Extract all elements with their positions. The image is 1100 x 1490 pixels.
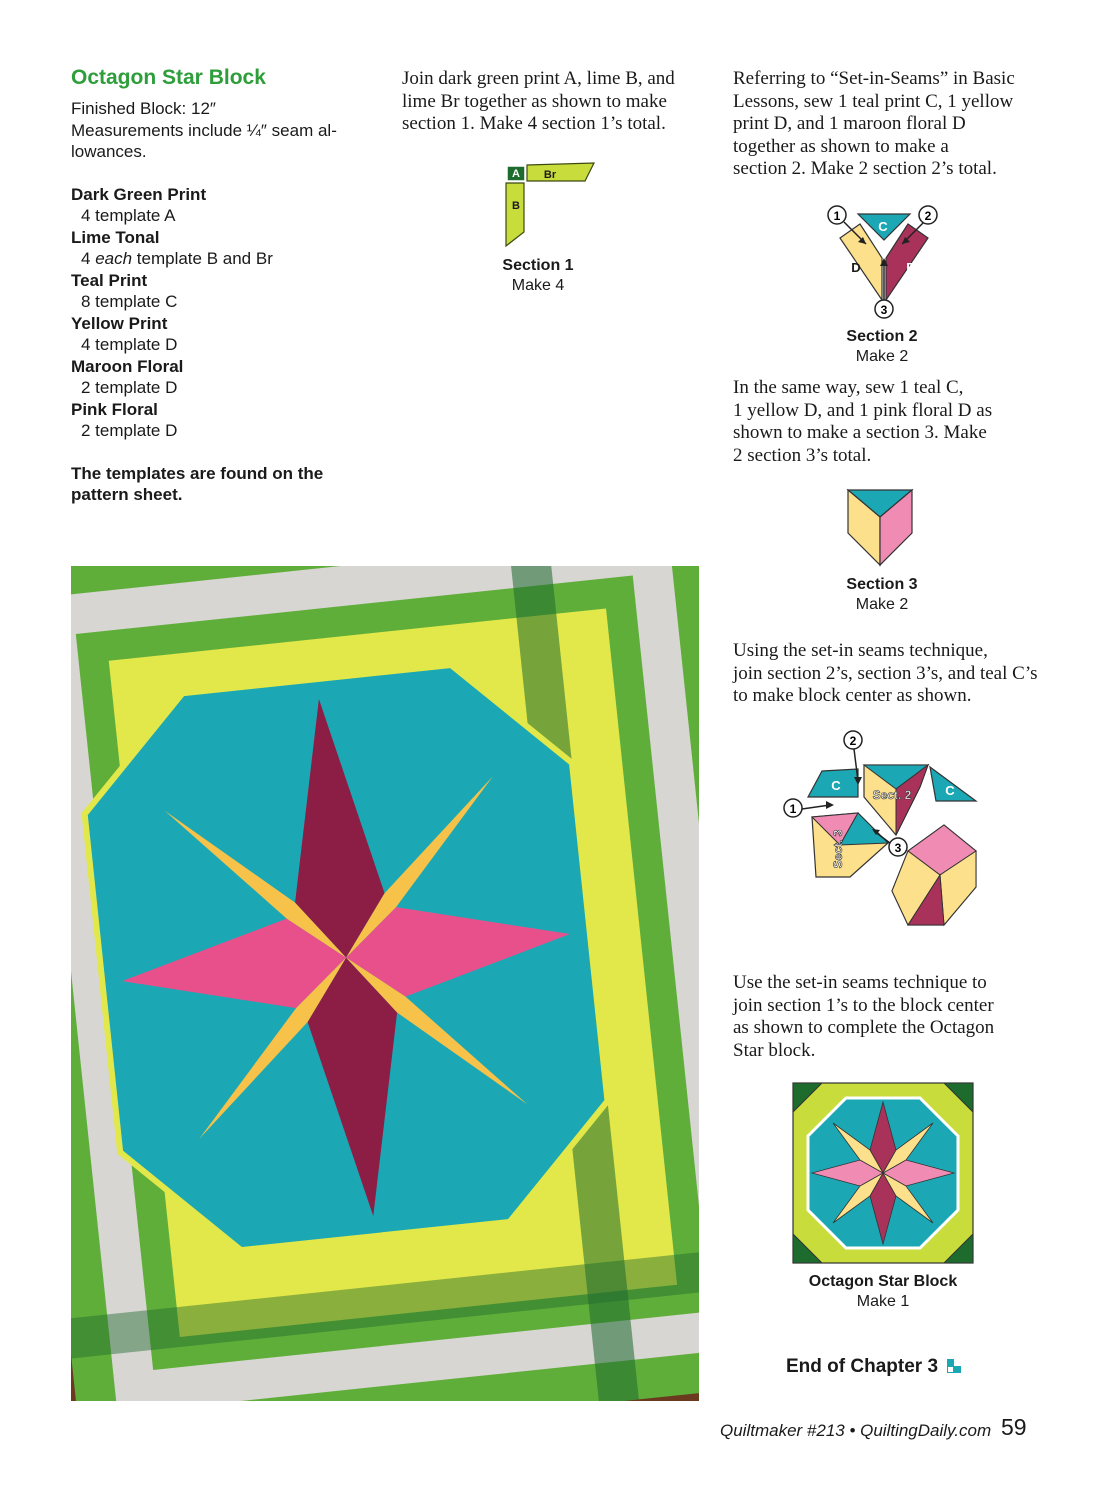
section-2-caption: Section 2 Make 2 (846, 328, 918, 365)
section-3-diagram (845, 487, 915, 569)
svg-text:D: D (906, 260, 916, 275)
piece-b (506, 183, 524, 246)
end-of-chapter: End of Chapter 3 (786, 1356, 961, 1378)
octagon-star-block-diagram (792, 1082, 974, 1264)
svg-text:3: 3 (894, 841, 902, 855)
step-4-text: Using the set-in seams technique, join section 2’s, section 3’s, and teal C’s to make block center as shown. (733, 640, 1038, 706)
step-3-text: In the same way, sew 1 teal C, 1 yellow D, and 1 pink floral D as shown to make a section 3. Make 2 section 3’s total. (733, 377, 993, 466)
cut-instruction: 2 template D (81, 378, 178, 397)
fabric-name: Dark Green Print (71, 184, 207, 204)
section-1-caption: Section 1 Make 4 (502, 257, 574, 294)
svg-text:B: B (512, 200, 520, 212)
cut-instruction: 4 each template B and Br (81, 249, 273, 268)
cut-instruction: 4 template A (81, 206, 176, 225)
cut-instruction: 8 template C (81, 292, 178, 311)
svg-text:Br: Br (543, 169, 557, 181)
svg-text:1: 1 (789, 802, 797, 816)
page-title: Octagon Star Block (71, 66, 266, 89)
svg-text:C: C (945, 783, 955, 798)
quilt-photo (71, 566, 699, 1401)
chapter-end-icon (947, 1359, 961, 1373)
finished-size: Finished Block: 12″ (71, 99, 216, 118)
page-number: 59 (1001, 1414, 1027, 1440)
svg-text:2: 2 (849, 734, 857, 748)
measure-note-cont: lowances. (71, 142, 147, 161)
fabric-name: Pink Floral (71, 399, 158, 419)
fabric-name: Lime Tonal (71, 227, 160, 247)
piece-br (527, 163, 594, 181)
piece-d-yellow (840, 224, 882, 300)
materials-list (71, 98, 371, 506)
measure-note: Measurements include ¼″ seam al- (71, 120, 337, 140)
octagon-star-caption: Octagon Star Block Make 1 (808, 1273, 958, 1310)
fabric-name: Teal Print (71, 270, 148, 290)
section-1-diagram (500, 160, 600, 250)
svg-text:3: 3 (880, 303, 888, 317)
svg-text:D: D (851, 260, 861, 275)
fabric-name: Yellow Print (71, 313, 168, 333)
svg-text:A: A (512, 168, 520, 180)
svg-text:Sect. 2: Sect. 2 (872, 788, 912, 802)
fabric-name: Maroon Floral (71, 356, 184, 376)
block-center-diagram (780, 727, 985, 937)
svg-text:Sect. 3: Sect. 3 (831, 829, 845, 869)
cut-instruction: 2 template D (81, 421, 178, 440)
section-2-diagram (820, 200, 950, 320)
svg-text:1: 1 (833, 209, 841, 223)
step-1-text: Join dark green print A, lime B, and lime Br together as shown to make section 1. Make 4 section 1’s total. (402, 68, 675, 134)
step-5-text: Use the set-in seams technique to join section 1’s to the block center as shown to complete the Octagon Star block. (733, 972, 995, 1061)
svg-text:C: C (878, 219, 888, 234)
cut-instruction: 4 template D (81, 335, 178, 354)
templates-note: The templates are found on the (71, 463, 324, 483)
templates-note-cont: pattern sheet. (71, 485, 183, 504)
svg-text:C: C (831, 778, 841, 793)
magazine-footer: Quiltmaker #213 • QuiltingDaily.com (720, 1421, 992, 1440)
step-2-text: Referring to “Set-in-Seams” in Basic Lessons, sew 1 teal print C, 1 yellow print D, and 1 maroon floral D together as shown to make a section 2. Make 2 section 2’s total. (733, 68, 1015, 179)
section-3-caption: Section 3 Make 2 (846, 576, 918, 613)
svg-text:2: 2 (924, 209, 932, 223)
